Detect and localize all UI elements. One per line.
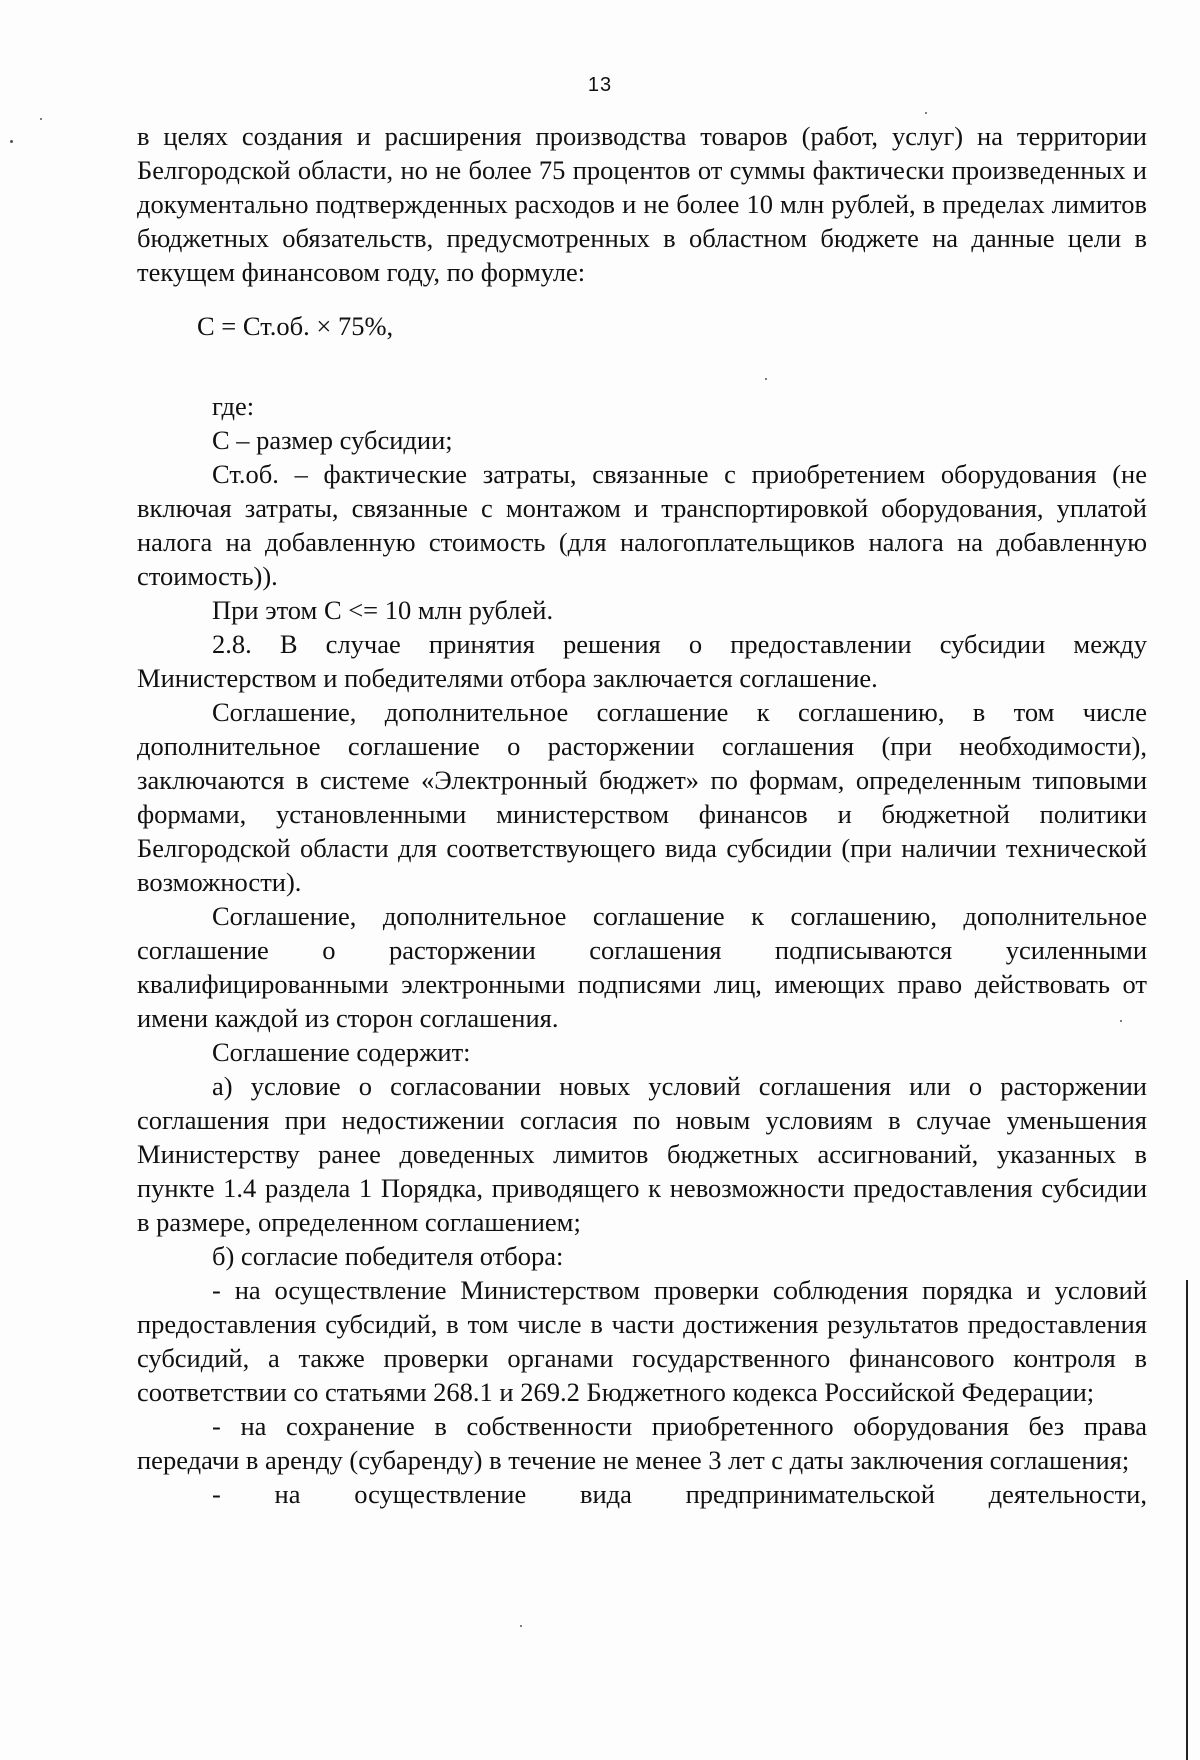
scan-edge-line (1186, 1280, 1188, 1760)
paragraph-agreement-system: Соглашение, дополнительное соглашение к соглашению, в том числе дополнительное соглашение о расторжении соглашения (при необходимости), заключаются в системе «Электронный бюджет» по формам, определенным типовыми формами, установленными министерством финансов и бюджетной политики Белгородской области для соответствующего вида субсидии (при наличии технической возможности). (137, 697, 1147, 897)
list-item-a: а) условие о согласовании новых условий соглашения или о расторжении соглашения при недостижении согласия по новым условиям в случае уменьшения Министерству ранее доведенных лимитов бюджетных ассигнований, указанных в пункте 1.4 раздела 1 Порядка, приводящего к невозможности предоставления субсидии в размере, определенном соглашением; (137, 1071, 1147, 1237)
consent-item-inspection: - на осуществление Министерством проверки соблюдения порядка и условий предоставления субсидий, в том числе в части достижения результатов предоставления субсидий, а также проверки органами государственного финансового контроля в соответствии со статьями 268.1 и 269.2 Бюджетного кодекса Российской Федерации; (137, 1275, 1147, 1407)
paragraph-intro: в целях создания и расширения производства товаров (работ, услуг) на территории Белгородской области, но не более 75 процентов от суммы фактически произведенных и документально подтвержденных расходов и не более 10 млн рублей, в пределах лимитов бюджетных обязательств, предусмотренных в областном бюджете на данные цели в текущем финансовом году, по формуле: (137, 121, 1147, 287)
scan-speck (10, 140, 13, 143)
clause-2-8: 2.8. В случае принятия решения о предоставлении субсидии между Министерством и победителями отбора заключается соглашение. (137, 629, 1147, 693)
scan-speck (765, 378, 767, 380)
list-item-b: б) согласие победителя отбора: (212, 1241, 564, 1271)
formula-where-label: где: (212, 391, 255, 421)
subsidy-formula: С = Ст.об. × 75%, (197, 311, 394, 341)
formula-limit: При этом С <= 10 млн рублей. (212, 595, 554, 625)
scan-speck (40, 118, 42, 120)
scan-speck (520, 1625, 522, 1627)
formula-definition-stob: Ст.об. – фактические затраты, связанные с приобретением оборудования (не включая затраты, связанные с монтажом и транспортировкой оборудования, уплатой налога на добавленную стоимость (для налогоплательщиков налога на добавленную стоимость)). (137, 459, 1147, 591)
formula-definition-c: С – размер субсидии; (212, 425, 453, 455)
paragraph-agreement-signatures: Соглашение, дополнительное соглашение к соглашению, дополнительное соглашение о расторжении соглашения подписываются усиленными квалифицированными электронными подписями лиц, имеющих право действовать от имени каждой из сторон соглашения. (137, 901, 1147, 1033)
scan-speck (1120, 1020, 1122, 1022)
page-number: 13 (587, 74, 613, 96)
paragraph-agreement-contains: Соглашение содержит: (212, 1037, 471, 1067)
consent-item-ownership: - на сохранение в собственности приобретенного оборудования без права передачи в аренду (субаренду) в течение не менее 3 лет с даты заключения соглашения; (137, 1411, 1147, 1475)
consent-item-activity: - на осуществление вида предпринимательской деятельности, (212, 1479, 1147, 1509)
document-body (137, 119, 1147, 1511)
scan-speck (925, 112, 927, 114)
